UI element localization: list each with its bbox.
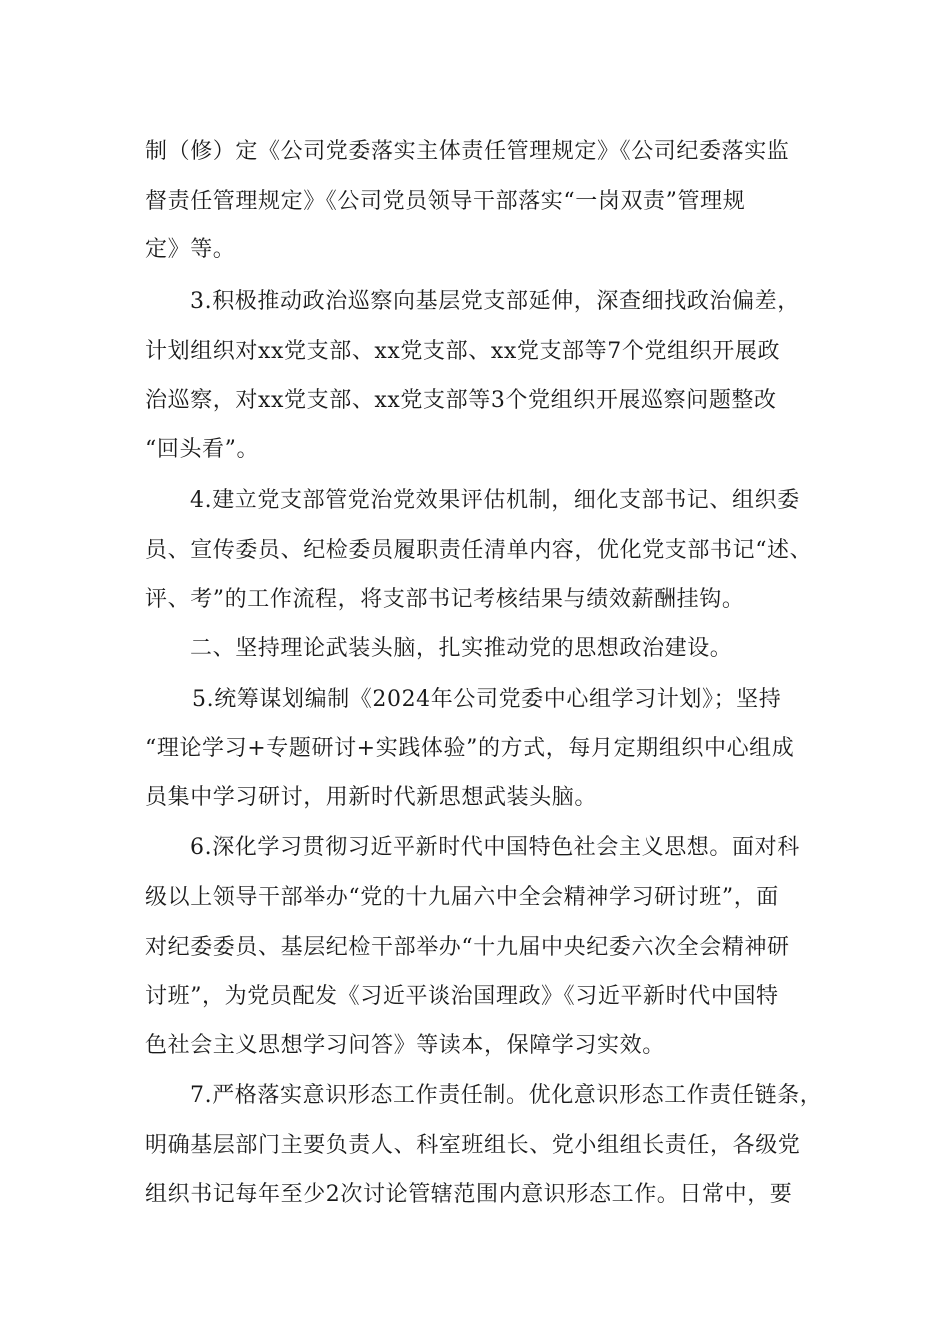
paragraph-7-first-line: 7.严格落实意识形态工作责任制。优化意识形态工作责任链条， (190, 1083, 823, 1108)
text-line: 对纪委委员、基层纪检干部举办“十九届中央纪委六次全会精神研 (145, 935, 790, 960)
text-line: 督责任管理规定》《公司党员领导干部落实“一岗双责”管理规 (145, 189, 746, 214)
paragraph-5-first-line: 5.统筹谋划编制《2024年公司党委中心组学习计划》；坚持 (192, 687, 782, 712)
text-line: 员集中学习研讨，用新时代新思想武装头脑。 (145, 785, 598, 810)
paragraph-4-first-line: 4.建立党支部管党治党效果评估机制，细化支部书记、组织委 (190, 488, 800, 513)
text-line: 明确基层部门主要负责人、科室班组长、党小组组长责任，各级党 (145, 1133, 801, 1158)
text-line: 制（修）定《公司党委落实主体责任管理规定》《公司纪委落实监 (145, 139, 790, 164)
text-line: 计划组织对xx党支部、xx党支部、xx党支部等7个党组织开展政 (145, 339, 781, 364)
text-line: 讨班”，为党员配发《习近平谈治国理政》《习近平新时代中国特 (145, 984, 779, 1009)
text-line: 定》等。 (145, 237, 236, 262)
text-line: 员、宣传委员、纪检委员履职责任清单内容，优化党支部书记“述、 (145, 538, 813, 563)
paragraph-6-first-line: 6.深化学习贯彻习近平新时代中国特色社会主义思想。面对科 (190, 835, 800, 860)
text-line: 组织书记每年至少2次讨论管辖范围内意识形态工作。日常中，要 (145, 1182, 793, 1207)
text-line: “回头看”。 (145, 437, 260, 462)
paragraph-3-first-line: 3.积极推动政治巡察向基层党支部延伸，深查细找政治偏差， (190, 289, 800, 314)
text-line: “理论学习+专题研讨+实践体验”的方式，每月定期组织中心组成 (145, 736, 795, 761)
text-line: 评、考”的工作流程，将支部书记考核结果与绩效薪酬挂钩。 (145, 587, 745, 612)
text-line: 治巡察，对xx党支部、xx党支部等3个党组织开展巡察问题整改 (145, 388, 777, 413)
section-heading: 二、坚持理论武装头脑，扎实推动党的思想政治建设。 (190, 636, 733, 661)
text-line: 级以上领导干部举办“党的十九届六中全会精神学习研讨班”，面 (145, 885, 779, 910)
text-line: 色社会主义思想学习问答》等读本，保障学习实效。 (145, 1033, 665, 1058)
